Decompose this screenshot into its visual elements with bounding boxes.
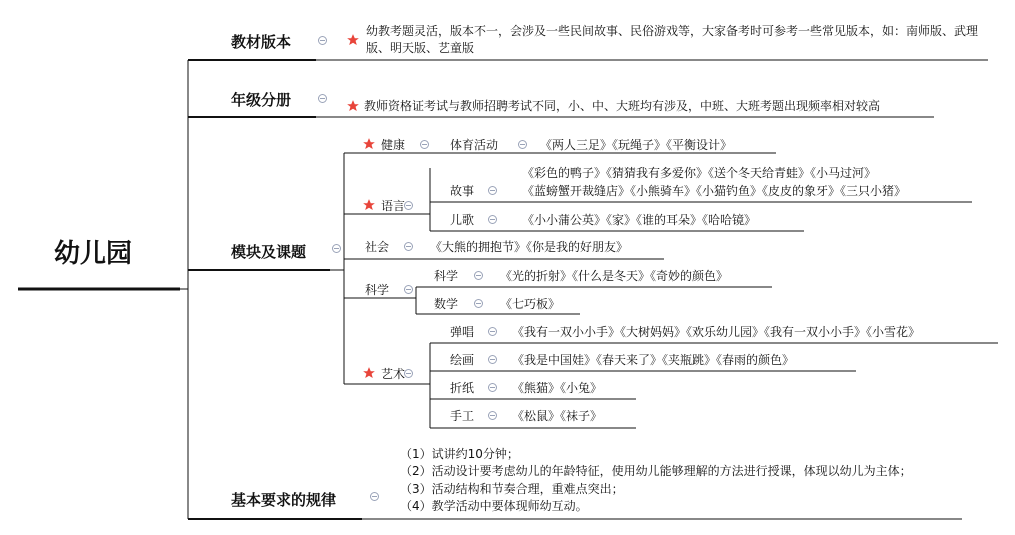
- art-sing-items[interactable]: 《我有一双小小手》《大树妈妈》《欢乐幼儿园》《我有一双小小手》《小雪花》: [512, 325, 921, 339]
- rules-item: （4）教学活动中要体现师幼互动。: [400, 499, 588, 513]
- collapse-icon[interactable]: [488, 383, 497, 392]
- science-math-items[interactable]: 《七巧板》: [500, 297, 561, 311]
- root-node-title[interactable]: 幼儿园: [54, 239, 133, 269]
- rules-item: （1）试讲约10分钟；: [400, 447, 519, 461]
- collapse-icon[interactable]: [420, 140, 429, 149]
- star-icon: [362, 137, 376, 151]
- collapse-icon[interactable]: [404, 369, 413, 378]
- module-art-label[interactable]: 艺术: [381, 367, 406, 381]
- collapse-icon[interactable]: [518, 140, 527, 149]
- collapse-icon[interactable]: [488, 355, 497, 364]
- collapse-icon[interactable]: [488, 215, 497, 224]
- collapse-icon[interactable]: [474, 271, 483, 280]
- branch-textbook-note: 幼教考题灵活，版本不一，会涉及一些民间故事、民俗游戏等，大家备考时可参考一些常见版本，如：南师版、武理版、明天版、艺童版: [366, 24, 979, 55]
- art-craft-items[interactable]: 《松鼠》《袜子》: [512, 409, 603, 423]
- module-science-label[interactable]: 科学: [365, 283, 390, 297]
- health-items[interactable]: 《两人三足》《玩绳子》《平衡设计》: [540, 138, 733, 152]
- branch-rules-title[interactable]: 基本要求的规律: [231, 491, 337, 509]
- star-icon: [362, 366, 376, 380]
- module-society-label[interactable]: 社会: [365, 240, 390, 254]
- branch-modules-title[interactable]: 模块及课题: [231, 243, 307, 261]
- art-craft-label[interactable]: 手工: [450, 409, 475, 423]
- language-rhyme-label[interactable]: 儿歌: [450, 213, 475, 227]
- rules-item: （3）活动结构和节奏合理，重难点突出；: [400, 482, 624, 496]
- module-health-label[interactable]: 健康: [381, 138, 406, 152]
- collapse-icon[interactable]: [332, 244, 341, 253]
- rules-item: （2）活动设计要考虑幼儿的年龄特征，使用幼儿能够理解的方法进行授课，体现以幼儿为主体；: [400, 464, 912, 478]
- module-language-label[interactable]: 语言: [381, 199, 406, 213]
- art-paint-label[interactable]: 绘画: [450, 353, 475, 367]
- branch-textbook-title[interactable]: 教材版本: [231, 33, 292, 51]
- art-paint-items[interactable]: 《我是中国娃》《春天来了》《夹瓶跳》《春雨的颜色》: [512, 353, 795, 367]
- language-rhyme-items[interactable]: 《小小蒲公英》《家》《谁的耳朵》《哈哈镜》: [522, 213, 757, 227]
- collapse-icon[interactable]: [318, 94, 327, 103]
- art-fold-items[interactable]: 《熊猫》《小兔》: [512, 381, 603, 395]
- art-sing-label[interactable]: 弹唱: [450, 325, 475, 339]
- branch-grade-note: 教师资格证考试与教师招聘考试不同，小、中、大班均有涉及，中班、大班考题出现频率相对较高: [364, 99, 881, 113]
- star-icon: [346, 33, 360, 47]
- branch-grade-title[interactable]: 年级分册: [231, 91, 292, 109]
- health-sub-label[interactable]: 体育活动: [450, 138, 499, 152]
- collapse-icon[interactable]: [370, 492, 379, 501]
- science-math-label[interactable]: 数学: [434, 297, 459, 311]
- collapse-icon[interactable]: [404, 242, 413, 251]
- collapse-icon[interactable]: [404, 285, 413, 294]
- collapse-icon[interactable]: [488, 327, 497, 336]
- language-story-line1[interactable]: 《彩色的鸭子》《猜猜我有多爱你》《送个冬天给青蛙》《小马过河》: [522, 166, 877, 180]
- collapse-icon[interactable]: [474, 299, 483, 308]
- collapse-icon[interactable]: [318, 36, 327, 45]
- collapse-icon[interactable]: [488, 411, 497, 420]
- collapse-icon[interactable]: [488, 186, 497, 195]
- star-icon: [362, 198, 376, 212]
- science-sci-label[interactable]: 科学: [434, 269, 459, 283]
- collapse-icon[interactable]: [404, 201, 413, 210]
- art-fold-label[interactable]: 折纸: [450, 381, 475, 395]
- language-story-label[interactable]: 故事: [450, 184, 475, 198]
- star-icon: [346, 99, 360, 113]
- science-sci-items[interactable]: 《光的折射》《什么是冬天》《奇妙的颜色》: [500, 269, 729, 283]
- society-items[interactable]: 《大熊的拥抱节》《你是我的好朋友》: [430, 240, 629, 254]
- language-story-line2[interactable]: 《蓝螃蟹开裁缝店》《小熊骑车》《小猫钓鱼》《皮皮的象牙》《三只小猪》: [522, 184, 907, 198]
